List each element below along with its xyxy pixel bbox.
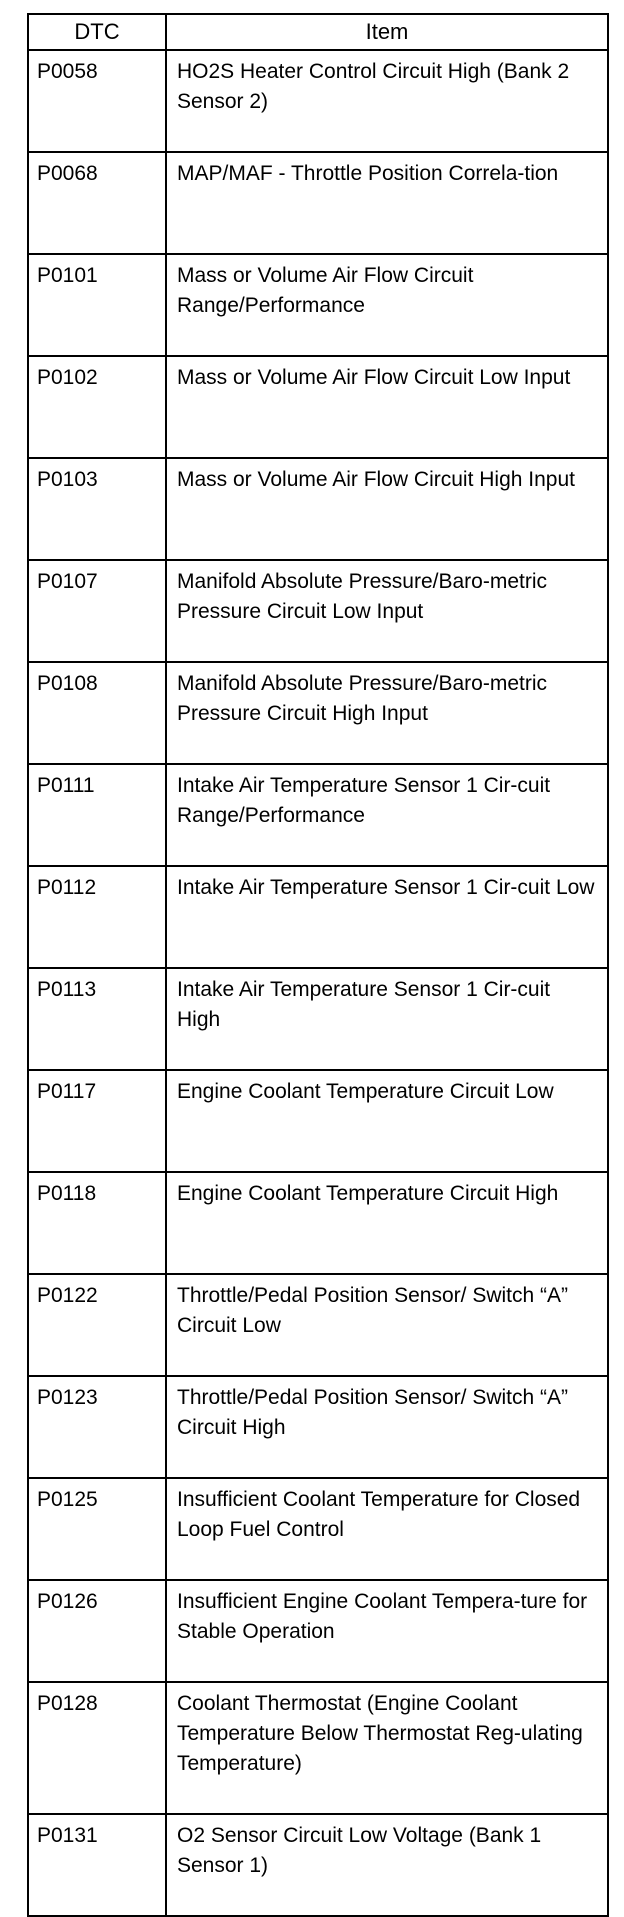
dtc-item: Engine Coolant Temperature Circuit Low: [166, 1070, 608, 1172]
dtc-item: Mass or Volume Air Flow Circuit Low Input: [166, 356, 608, 458]
dtc-code: P0117: [28, 1070, 166, 1172]
table-row: [28, 764, 608, 866]
dtc-item: Mass or Volume Air Flow Circuit High Input: [166, 458, 608, 560]
dtc-code: P0126: [28, 1580, 166, 1682]
dtc-item: Manifold Absolute Pressure/Baro-metric Pressure Circuit Low Input: [166, 560, 608, 662]
header-item: Item: [166, 14, 608, 50]
table-row: [28, 1172, 608, 1274]
dtc-code: P0103: [28, 458, 166, 560]
table-row: [28, 1274, 608, 1376]
dtc-code: P0118: [28, 1172, 166, 1274]
dtc-item: Mass or Volume Air Flow Circuit Range/Performance: [166, 254, 608, 356]
table-row: [28, 356, 608, 458]
dtc-item: Throttle/Pedal Position Sensor/ Switch “A” Circuit Low: [166, 1274, 608, 1376]
header-row: [28, 14, 608, 50]
dtc-code: P0111: [28, 764, 166, 866]
dtc-item: Intake Air Temperature Sensor 1 Cir-cuit High: [166, 968, 608, 1070]
table-row: [28, 1580, 608, 1682]
table-row: [28, 1478, 608, 1580]
table-row: [28, 254, 608, 356]
table-row: [28, 1814, 608, 1916]
dtc-item: Coolant Thermostat (Engine Coolant Temperature Below Thermostat Reg-ulating Temperature): [166, 1682, 608, 1814]
dtc-code: P0125: [28, 1478, 166, 1580]
table-row: [28, 50, 608, 152]
dtc-item: HO2S Heater Control Circuit High (Bank 2 Sensor 2): [166, 50, 608, 152]
dtc-code: P0102: [28, 356, 166, 458]
table-row: [28, 152, 608, 254]
dtc-item: Intake Air Temperature Sensor 1 Cir-cuit Low: [166, 866, 608, 968]
header-dtc: DTC: [28, 14, 166, 50]
table-row: [28, 866, 608, 968]
dtc-code: P0128: [28, 1682, 166, 1814]
dtc-code: P0107: [28, 560, 166, 662]
dtc-code: P0068: [28, 152, 166, 254]
dtc-code: P0101: [28, 254, 166, 356]
table-body: [28, 50, 608, 1916]
table-row: [28, 458, 608, 560]
dtc-code: P0112: [28, 866, 166, 968]
dtc-item: Insufficient Engine Coolant Tempera-ture for Stable Operation: [166, 1580, 608, 1682]
dtc-item: Insufficient Coolant Temperature for Closed Loop Fuel Control: [166, 1478, 608, 1580]
dtc-item: Throttle/Pedal Position Sensor/ Switch “A” Circuit High: [166, 1376, 608, 1478]
dtc-item: Engine Coolant Temperature Circuit High: [166, 1172, 608, 1274]
table-header: [28, 14, 608, 50]
table-row: [28, 1070, 608, 1172]
table-row: [28, 560, 608, 662]
dtc-code: P0058: [28, 50, 166, 152]
dtc-item: MAP/MAF - Throttle Position Correla-tion: [166, 152, 608, 254]
dtc-code: P0113: [28, 968, 166, 1070]
dtc-table: [27, 13, 609, 1917]
dtc-code: P0108: [28, 662, 166, 764]
table-row: [28, 968, 608, 1070]
dtc-code: P0131: [28, 1814, 166, 1916]
table-row: [28, 1376, 608, 1478]
table-row: [28, 1682, 608, 1814]
dtc-item: Intake Air Temperature Sensor 1 Cir-cuit Range/Performance: [166, 764, 608, 866]
dtc-item: O2 Sensor Circuit Low Voltage (Bank 1 Sensor 1): [166, 1814, 608, 1916]
table-row: [28, 662, 608, 764]
dtc-item: Manifold Absolute Pressure/Baro-metric Pressure Circuit High Input: [166, 662, 608, 764]
dtc-code: P0123: [28, 1376, 166, 1478]
dtc-code: P0122: [28, 1274, 166, 1376]
